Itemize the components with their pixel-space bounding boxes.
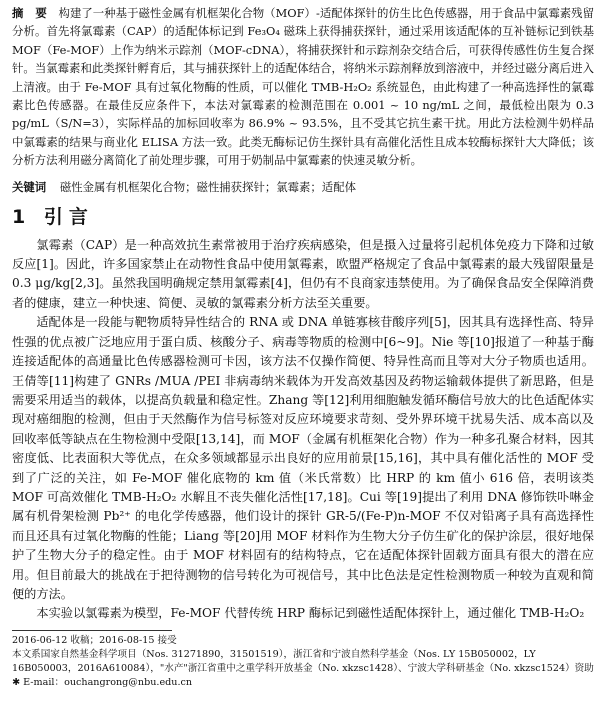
section-heading (12, 206, 594, 228)
abstract-text: 构建了一种基于磁性金属有机框架化合物（MOF）-适配体探针的仿生比色传感器，用于食品中氯霉素残留分析。首先将氯霉素（CAP）的适配体标记到 Fe₃O₄ 磁珠上获得捕获探针，通过采用该适配体的互补链标记到铁基 MOF（Fe-MOF）上作为纳米示踪剂（MOF-cDNA），将捕获探针和示踪剂杂交结合后，可获得传感性仿生复合探针。当氯霉素和此类探针孵育后，其与捕获探针上的适配体结合，将纳米示踪剂释放到溶液中，并经过磁分离后进入上清液。由于 Fe-MOF 具有过氧化物酶的性质，可以催化 TMB-H₂O₂ 系统显色，由此构建了一种高选择性的氯霉素比色传感器。在最佳反应条件下，本法对氯霉素的检测范围在 0.001 ~ 10 ng/mL 之间，最低检出限为 0.3 pg/mL（S/N=3），实际样品的加标回收率为 86.9% ~ 93.5%，且不受其它抗生素干扰。用此方法检测牛奶样品中氯霉素的结果与商业化 ELISA 方法一致。此类无酶标记仿生探针具有高催化活性且成本较酶标探针大大降低；该分析方法利用磁分离简化了前处理步骤，可用于奶制品中氯霉素的快速灵敏分析。 (12, 6, 594, 168)
footnote-email (12, 676, 594, 690)
asterisk-icon: ✱ (12, 676, 21, 688)
paragraph: 氯霉素（CAP）是一种高效抗生素常被用于治疗疾病感染，但是摄入过量将引起机体免疫力下降和过敏反应[1]。因此，许多国家禁止在动物性食品中使用氯霉素，欧盟严格规定了食品中氯霉素的最大残留限量是 0.3 μg/kg[2,3]。虽然我国明确规定禁用氯霉素[4]，但仍有不良商家违禁使用。为了确保食品安全保障消费者的健康，建立一种快速、简便、灵敏的氯霉素分析方法至关重要。 (12, 237, 594, 310)
abstract (12, 0, 594, 170)
body-text (12, 236, 594, 624)
footnote-rule (12, 630, 172, 631)
abstract-label: 摘 要 (12, 6, 51, 20)
section-number: 1 (12, 205, 26, 228)
keywords-text: 磁性金属有机框架化合物；磁性捕获探针；氯霉素；适配体 (59, 179, 356, 194)
paragraph: 本实验以氯霉素为模型，Fe-MOF 代替传统 HRP 酶标记到磁性适配体探针上，通过催化 TMB-H₂O₂ (36, 606, 585, 621)
footnote-dates: 2016-06-12 收稿；2016-08-15 接受 (12, 634, 177, 646)
footnotes (12, 634, 594, 690)
email-text: E-mail：ouchangrong@nbu.edu.cn (23, 676, 193, 688)
section-title: 引言 (43, 205, 94, 228)
keywords (12, 178, 594, 196)
footnote-funding: 本文系国家自然基金科学项目（Nos. 31271890，31501519），浙江省和宁波自然科学基金（Nos. LY 15B050002，LY 16B050003，2016A610084），"水产"浙江省重中之重学科开放基金（No. xkzsc1428）、宁波大学科研基金（No. xkzsc1524）资助 (12, 648, 594, 674)
paragraph: 适配体是一段能与靶物质特异性结合的 RNA 或 DNA 单链寡核苷酸序列[5]，因其具有选择性高、特异性强的优点被广泛地应用于蛋白质、核酸分子、病毒等物质的检测中[6~9]。Nie 等[10]报道了一种基于酶连接适配体的高通量比色传感器检测可卡因，该方法不仅操作简便、特异性高而且等对大分子物质也适用。王倩等[11]构建了 GNRs /MUA /PEI 非病毒纳米载体为开发高效基因及药物运输载体提供了新思路，但是需要采用适当的载体，以提高负载量和稳定性。Zhang 等[12]利用细胞触发循环酶信号放大的比色适配体实现对癌细胞的检测，但由于天然酶作为信号标签对反应环境要求苛刻、受外界环境干扰易失活、成本高以及回收率低等缺点在生物检测中受限[13,14]，而 MOF（金属有机框架化合物）作为一种多孔聚合材料，因其密度低、比表面积大等优点，在众多领域都显示出良好的应用前景[15,16]，其中具有催化活性的 MOF 受到了广泛的关注，如 Fe-MOF 催化底物的 km 值（米氏常数）比 HRP 的 km 值小 616 倍，表明该类 MOF 可高效催化 TMB-H₂O₂ 水解且不丧失催化活性[17,18]。Cui 等[19]提出了利用 DNA 修饰铁卟啉金属有机骨架检测 Pb²⁺ 的电化学传感器，他们设计的探针 GR-5/(Fe-P)n-MOF 不仅对铅离子具有高选择性而且还具有过氧化物酶的性能；Liang 等[20]用 MOF 材料作为生物大分子仿生矿化的保护涂层，很好地保护了生物大分子的稳定性。由于 MOF 材料固有的结构特点，它在适配体探针固载方面具有很大的潜在应用。但目前最大的挑战在于把待测物的信号转化为可视信号，其中比色法是定性检测物质一种较为直观和简便的方法。 (12, 315, 594, 601)
keywords-label: 关键词 (12, 179, 47, 194)
